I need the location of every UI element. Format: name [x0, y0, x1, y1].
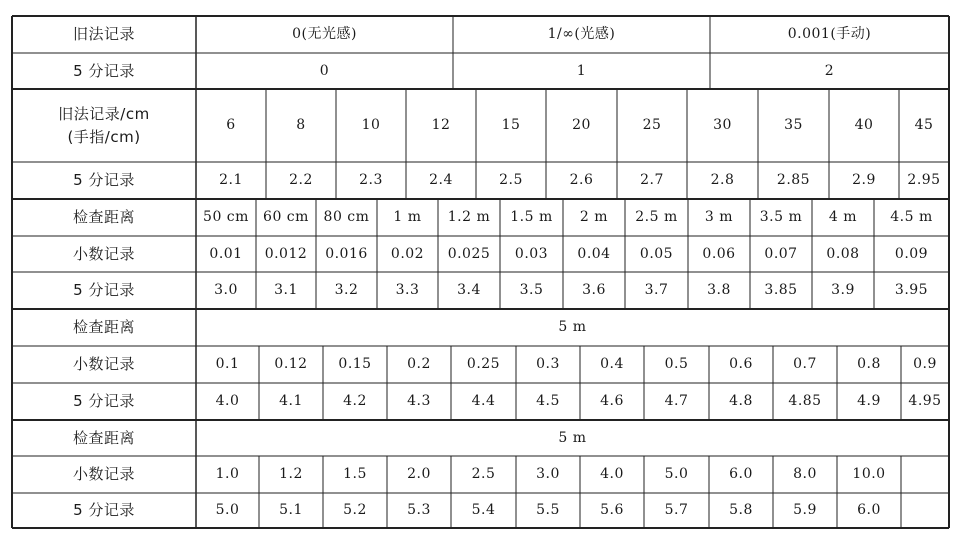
- distance-cell: 1 m: [393, 209, 422, 225]
- five-point-cell: 1: [576, 62, 587, 79]
- distance-cell: 2.5 m: [635, 209, 678, 225]
- five-point-cell: 3.9: [831, 282, 855, 298]
- decimal-cell: 0.07: [764, 245, 798, 262]
- five-point-cell: 5.2: [343, 502, 367, 518]
- five-point-cell: 5.7: [664, 502, 689, 518]
- distance-cell: 3.5 m: [759, 209, 803, 225]
- decimal-cell: 0.7: [793, 356, 817, 372]
- decimal-cell: 0.05: [639, 245, 674, 262]
- decimal-cell: 5.0: [664, 466, 689, 482]
- five-point-cell: [901, 493, 949, 528]
- distance-cell: 2 m: [579, 209, 609, 225]
- decimal-cell: 0.25: [466, 356, 501, 372]
- five-point-cell: 4.2: [343, 393, 367, 409]
- exam-distance-value: 5 m: [558, 319, 587, 335]
- label-line-2: (手指/cm): [67, 127, 141, 146]
- decimal-cell: 0.01: [209, 245, 243, 262]
- decimal-cell: 0.016: [325, 245, 368, 262]
- distance-cell: 60 cm: [263, 209, 309, 225]
- decimal-cell: 3.0: [536, 466, 560, 482]
- old-value-cell: 1/∞(光感): [547, 26, 616, 42]
- decimal-cell: 1.0: [215, 466, 240, 482]
- five-point-cell: 2.2: [289, 172, 313, 188]
- decimal-cell: 0.04: [577, 245, 611, 262]
- cm-value-cell: 15: [501, 117, 521, 133]
- five-point-cell: 5.3: [407, 502, 431, 518]
- five-point-cell: 2.5: [499, 172, 523, 188]
- five-point-cell: 3.5: [519, 282, 544, 298]
- row-label-exam-distance: 检查距离: [72, 208, 135, 227]
- distance-cell: 80 cm: [323, 209, 370, 225]
- cm-value-cell: 45: [914, 117, 934, 133]
- decimal-cell: [901, 456, 949, 493]
- decimal-cell: 10.0: [852, 466, 886, 482]
- five-point-cell: 5.4: [471, 502, 496, 518]
- five-point-cell: 2.6: [569, 172, 594, 188]
- five-point-cell: 2.85: [776, 172, 811, 188]
- row-label-five-point: 5 分记录: [73, 61, 135, 80]
- cm-value-cell: 12: [431, 117, 451, 133]
- decimal-cell: 0.08: [826, 245, 860, 262]
- decimal-cell: 0.5: [664, 356, 689, 372]
- row-label-five-point: 5 分记录: [73, 501, 135, 520]
- decimal-cell: 0.012: [264, 245, 308, 262]
- decimal-cell: 0.9: [913, 356, 937, 372]
- decimal-cell: 0.2: [407, 356, 431, 372]
- decimal-cell: 0.6: [729, 356, 753, 372]
- row-label-five-point: 5 分记录: [73, 171, 135, 190]
- five-point-cell: 4.3: [407, 393, 431, 409]
- cm-value-cell: 20: [572, 117, 591, 133]
- row-label-exam-distance: 检查距离: [72, 428, 135, 447]
- five-point-cell: 0: [319, 62, 330, 79]
- row-label-old-method: 旧法记录: [72, 25, 135, 44]
- five-point-cell: 5.6: [600, 502, 624, 518]
- row-label-decimal: 小数记录: [72, 465, 135, 484]
- decimal-cell: 4.0: [600, 466, 624, 482]
- five-point-cell: 2.3: [359, 172, 383, 188]
- decimal-cell: 0.06: [702, 245, 736, 262]
- five-point-cell: 5.5: [536, 502, 560, 518]
- five-point-cell: 2.4: [429, 172, 453, 188]
- decimal-cell: 2.0: [407, 466, 431, 482]
- distance-cell: 3 m: [704, 209, 734, 225]
- row-label-exam-distance: 检查距离: [72, 318, 135, 337]
- decimal-cell: 0.09: [894, 245, 929, 262]
- five-point-cell: 3.3: [395, 282, 420, 298]
- decimal-cell: 1.2: [279, 466, 303, 482]
- five-point-cell: 3.85: [764, 282, 798, 298]
- five-point-cell: 3.2: [334, 282, 359, 298]
- five-point-cell: 4.7: [664, 393, 689, 409]
- label-line-1: 旧法记录/cm: [58, 105, 150, 123]
- distance-cell: 1.2 m: [447, 209, 491, 225]
- five-point-cell: 3.8: [707, 282, 731, 298]
- decimal-cell: 2.5: [471, 466, 496, 482]
- five-point-cell: 3.1: [274, 282, 298, 298]
- five-point-cell: 2.8: [710, 172, 735, 188]
- five-point-cell: 5.0: [215, 502, 240, 518]
- row-label-old-method-cm: [12, 89, 196, 162]
- cm-value-cell: 40: [854, 117, 874, 133]
- five-point-cell: 2.9: [852, 172, 876, 188]
- five-point-cell: 4.1: [279, 393, 303, 409]
- row-label-decimal: 小数记录: [72, 244, 135, 263]
- decimal-cell: 0.1: [215, 356, 240, 372]
- decimal-cell: 0.03: [514, 245, 549, 262]
- decimal-cell: 0.12: [274, 356, 308, 372]
- row-label-decimal: 小数记录: [72, 355, 135, 374]
- five-point-cell: 3.4: [457, 282, 481, 298]
- five-point-cell: 2.7: [640, 172, 664, 188]
- five-point-cell: 4.4: [471, 393, 496, 409]
- five-point-cell: 3.0: [214, 282, 238, 298]
- distance-cell: 1.5 m: [510, 209, 553, 225]
- decimal-cell: 0.15: [338, 356, 372, 372]
- five-point-cell: 2.1: [219, 172, 243, 188]
- cm-value-cell: 6: [226, 117, 236, 133]
- cm-value-cell: 10: [361, 117, 381, 133]
- five-point-cell: 4.6: [600, 393, 624, 409]
- distance-cell: 50 cm: [203, 209, 249, 225]
- five-point-cell: 4.8: [729, 393, 753, 409]
- five-point-cell: 5.8: [729, 502, 753, 518]
- row-label-five-point: 5 分记录: [73, 281, 135, 300]
- five-point-cell: 4.9: [857, 393, 881, 409]
- decimal-cell: 6.0: [729, 466, 753, 482]
- old-value-cell: 0(无光感): [292, 26, 357, 42]
- decimal-cell: 0.3: [536, 356, 560, 372]
- five-point-cell: 4.0: [215, 393, 240, 409]
- five-point-cell: 2: [824, 62, 835, 79]
- five-point-cell: 4.95: [908, 393, 942, 409]
- row-label-five-point: 5 分记录: [73, 392, 135, 411]
- decimal-cell: 8.0: [793, 466, 817, 482]
- five-point-cell: 3.6: [582, 282, 606, 298]
- cm-value-cell: 25: [642, 117, 662, 133]
- distance-cell: 4.5 m: [890, 209, 933, 225]
- five-point-cell: 5.9: [793, 502, 817, 518]
- decimal-cell: 0.025: [447, 245, 491, 262]
- five-point-cell: 2.95: [907, 172, 941, 188]
- old-value-cell: 0.001(手动): [787, 26, 872, 42]
- five-point-cell: 3.7: [644, 282, 669, 298]
- decimal-cell: 0.8: [857, 356, 881, 372]
- five-point-cell: 4.85: [788, 393, 822, 409]
- cm-value-cell: 30: [713, 117, 732, 133]
- decimal-cell: 0.02: [390, 245, 425, 262]
- cm-value-cell: 8: [296, 117, 306, 133]
- distance-cell: 4 m: [828, 209, 858, 225]
- five-point-cell: 5.1: [279, 502, 303, 518]
- cm-value-cell: 35: [784, 117, 803, 133]
- decimal-cell: 1.5: [343, 466, 367, 482]
- five-point-cell: 3.95: [894, 282, 929, 298]
- exam-distance-value: 5 m: [558, 429, 587, 446]
- decimal-cell: 0.4: [600, 356, 624, 372]
- five-point-cell: 6.0: [857, 502, 881, 518]
- five-point-cell: 4.5: [536, 393, 560, 409]
